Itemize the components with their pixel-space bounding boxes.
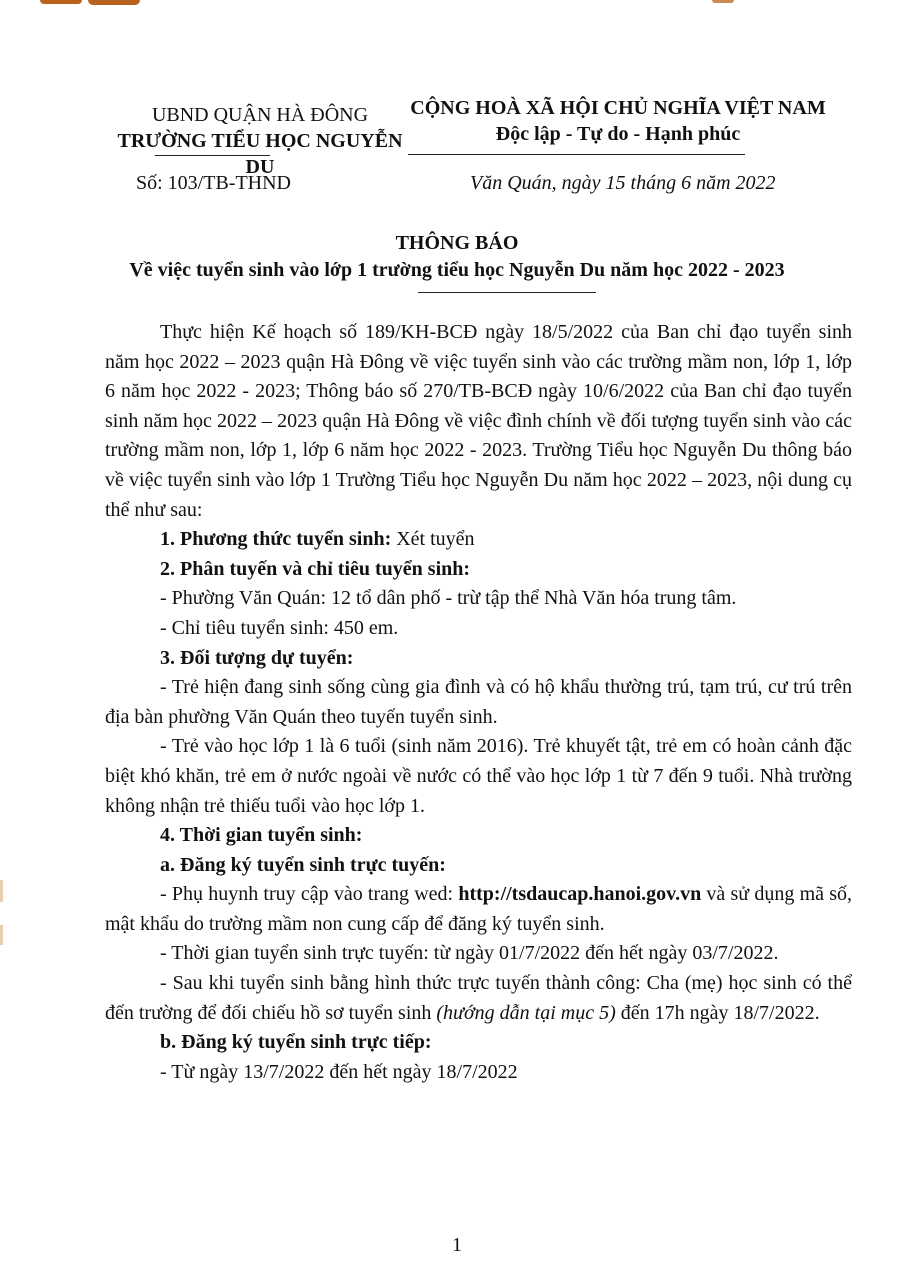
text: - Sau khi tuyển sinh bằng hình thức trực tuyến thành công: Cha (mẹ) học sinh có thể đến trường để đối chiếu hồ sơ tuyển sinh [105, 972, 852, 1024]
nation-name: CỘNG HOÀ XÃ HỘI CHỦ NGHĨA VIỆT NAM [410, 97, 826, 119]
school-name: TRƯỜNG TIỂU HỌC NGUYỄN DU [117, 130, 403, 178]
list-item [105, 880, 852, 939]
national-header [408, 95, 828, 147]
divider [408, 154, 745, 155]
place-date: Văn Quán, ngày 15 tháng 6 năm 2022 [470, 172, 776, 194]
section-heading: 4. Thời gian tuyển sinh: [160, 824, 363, 847]
list-item: - Từ ngày 13/7/2022 đến hết ngày 18/7/2022 [160, 1060, 518, 1083]
document-subtitle: Về việc tuyển sinh vào lớp 1 trường tiểu học Nguyễn Du năm học 2022 - 2023 [129, 259, 785, 281]
registration-link[interactable]: http://tsdaucap.hanoi.gov.vn [458, 883, 702, 906]
list-item: - Trẻ vào học lớp 1 là 6 tuổi (sinh năm 2016). Trẻ khuyết tật, trẻ em có hoàn cảnh đặc biệt khó khăn, trẻ em ở nước ngoài về nước có thể vào học lớp 1 từ 7 đến 9 tuổi. Nhà trường không nhận trẻ thiếu tuổi vào học lớp 1. [105, 735, 852, 817]
subsection-heading: a. Đăng ký tuyển sinh trực tuyến: [160, 853, 446, 876]
document-number: Số: 103/TB-THND [136, 172, 291, 194]
text: và sử dụng mã số, mật khẩu do trường mầm non cung cấp để đăng ký tuyển sinh. [105, 883, 853, 935]
section-heading: 3. Đối tượng dự tuyển: [160, 646, 354, 669]
section-1 [105, 525, 852, 555]
paper-stain [88, 0, 140, 5]
document-body [105, 318, 852, 1087]
section-heading: 2. Phân tuyến và chỉ tiêu tuyển sinh: [160, 557, 471, 580]
text: - Phụ huynh truy cập vào trang wed: [160, 883, 459, 906]
divider [155, 155, 270, 156]
paper-stain [712, 0, 734, 3]
issuer-block [110, 102, 410, 180]
list-item: - Thời gian tuyển sinh trực tuyến: từ ngày 01/7/2022 đến hết ngày 03/7/2022. [160, 942, 779, 965]
list-item: - Chỉ tiêu tuyển sinh: 450 em. [160, 616, 399, 639]
motto: Độc lập - Tự do - Hạnh phúc [495, 123, 741, 145]
paper-edge-mark [0, 880, 3, 902]
list-item [105, 969, 852, 1028]
page-number: 1 [452, 1234, 462, 1256]
intro-paragraph: Thực hiện Kế hoạch số 189/KH-BCĐ ngày 18/5/2022 của Ban chỉ đạo tuyển sinh năm học 2022 – 2023 quận Hà Đông về việc tuyển sinh vào các trường mầm non, lớp 1, lớp 6 năm học 2022 - 2023; Thông báo số 270/TB-BCĐ ngày 10/6/2022 của Ban chỉ đạo tuyển sinh năm học 2022 – 2023 quận Hà Đông về việc đình chính về đối tượng tuyển sinh vào các trường mầm non, lớp 1, lớp 6 năm học 2022 - 2023. Trường Tiểu học Nguyễn Du thông báo về việc tuyển sinh vào lớp 1 Trường Tiểu học Nguyễn Du năm học 2022 – 2023, nội dung cụ thể như sau: [105, 321, 852, 521]
text: đến 17h ngày 18/7/2022. [615, 1001, 820, 1024]
paper-edge-mark [0, 925, 3, 945]
paper-stain [40, 0, 82, 4]
subsection-heading: b. Đăng ký tuyển sinh trực tiếp: [160, 1031, 432, 1054]
section-heading: 1. Phương thức tuyển sinh: [160, 528, 392, 551]
reference-note: (hướng dẫn tại mục 5) [436, 1001, 616, 1024]
list-item: - Trẻ hiện đang sinh sống cùng gia đình và có hộ khẩu thường trú, tạm trú, cư trú trên địa bàn phường Văn Quán theo tuyến tuyển sinh. [105, 676, 852, 728]
document-title: THÔNG BÁO [395, 232, 519, 254]
agency-name: UBND QUẬN HÀ ĐÔNG [151, 104, 369, 126]
list-item: - Phường Văn Quán: 12 tổ dân phố - trừ tập thể Nhà Văn hóa trung tâm. [160, 587, 737, 610]
divider [418, 292, 596, 293]
section-value: Xét tuyển [391, 528, 475, 551]
